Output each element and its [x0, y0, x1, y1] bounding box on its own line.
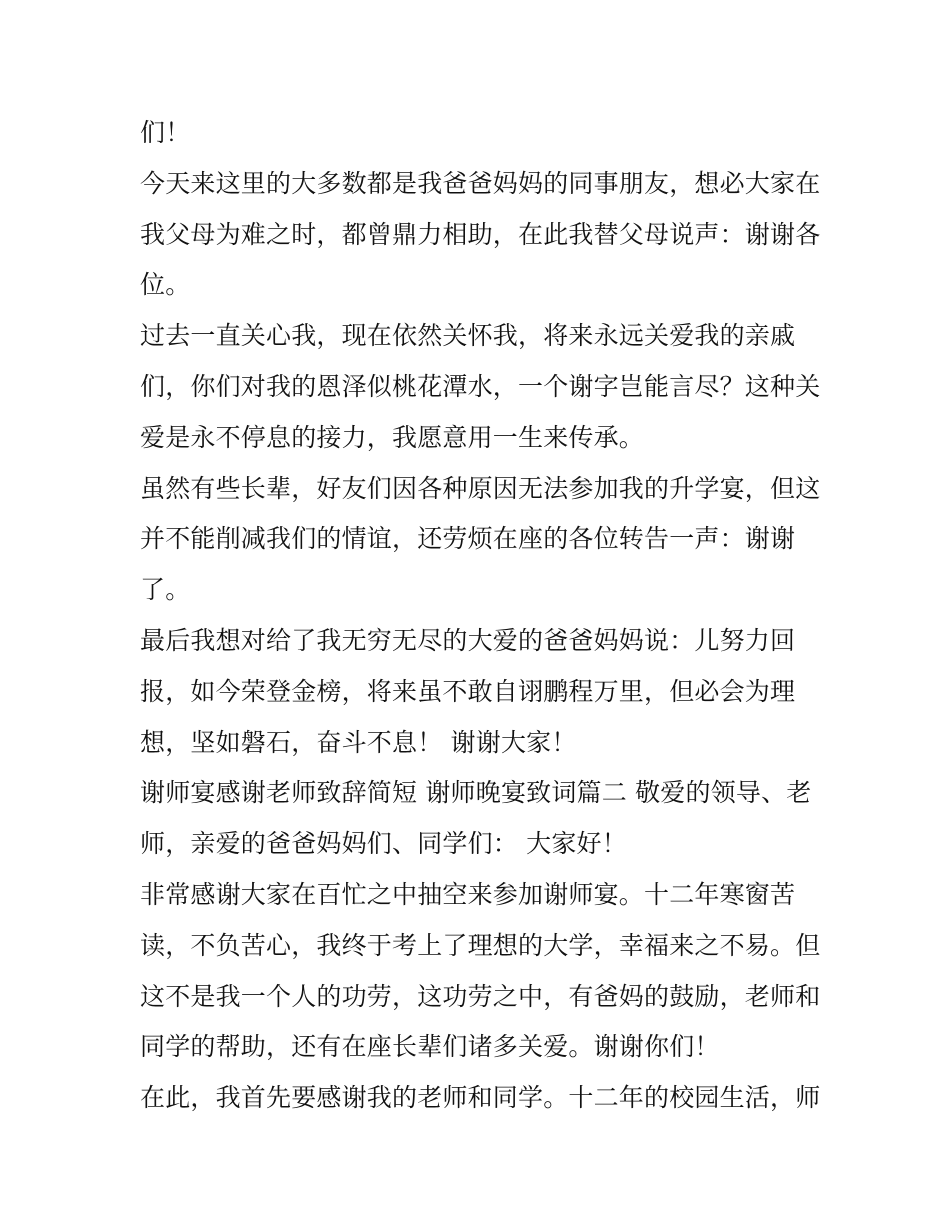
text-line: 过去一直关心我，现在依然关怀我，将来永远关爱我的亲戚 — [140, 321, 796, 351]
text-line: 在此，我首先要感谢我的老师和同学。十二年的校园生活，师 — [140, 1083, 821, 1113]
text-line: 同学的帮助，还有在座长辈们诸多关爱。谢谢你们！ — [140, 1032, 720, 1062]
text-line: 师，亲爱的爸爸妈妈们、同学们： 大家好！ — [140, 829, 627, 859]
text-line: 报，如今荣登金榜，将来虽不敢自诩鹏程万里，但必会为理 — [140, 676, 796, 706]
text-line: 想，坚如磐石，奋斗不息！ 谢谢大家！ — [140, 727, 577, 757]
text-line: 今天来这里的大多数都是我爸爸妈妈的同事朋友，想必大家在 — [140, 168, 821, 198]
text-line: 我父母为难之时，都曾鼎力相助，在此我替父母说声：谢谢各 — [140, 219, 821, 249]
text-line: 们！ — [140, 118, 191, 147]
text-line: 非常感谢大家在百忙之中抽空来参加谢师宴。十二年寒窗苦 — [140, 879, 796, 909]
text-line: 并不能削减我们的情谊，还劳烦在座的各位转告一声：谢谢 — [140, 524, 796, 554]
text-line: 读，不负苦心，我终于考上了理想的大学，幸福来之不易。但 — [140, 930, 821, 960]
text-line: 爱是永不停息的接力，我愿意用一生来传承。 — [140, 422, 645, 452]
text-line: 了。 — [140, 575, 191, 605]
text-line: 位。 — [140, 270, 191, 300]
document-body — [140, 108, 820, 1124]
text-line: 谢师宴感谢老师致辞简短 谢师晚宴致词篇二 敬爱的领导、老 — [140, 778, 812, 808]
text-line: 这不是我一个人的功劳，这功劳之中，有爸妈的鼓励，老师和 — [140, 981, 821, 1011]
text-line: 虽然有些长辈，好友们因各种原因无法参加我的升学宴，但这 — [140, 473, 821, 503]
text-line: 最后我想对给了我无穷无尽的大爱的爸爸妈妈说：儿努力回 — [140, 625, 796, 655]
text-line: 们，你们对我的恩泽似桃花潭水，一个谢字岂能言尽？这种关 — [140, 371, 821, 401]
